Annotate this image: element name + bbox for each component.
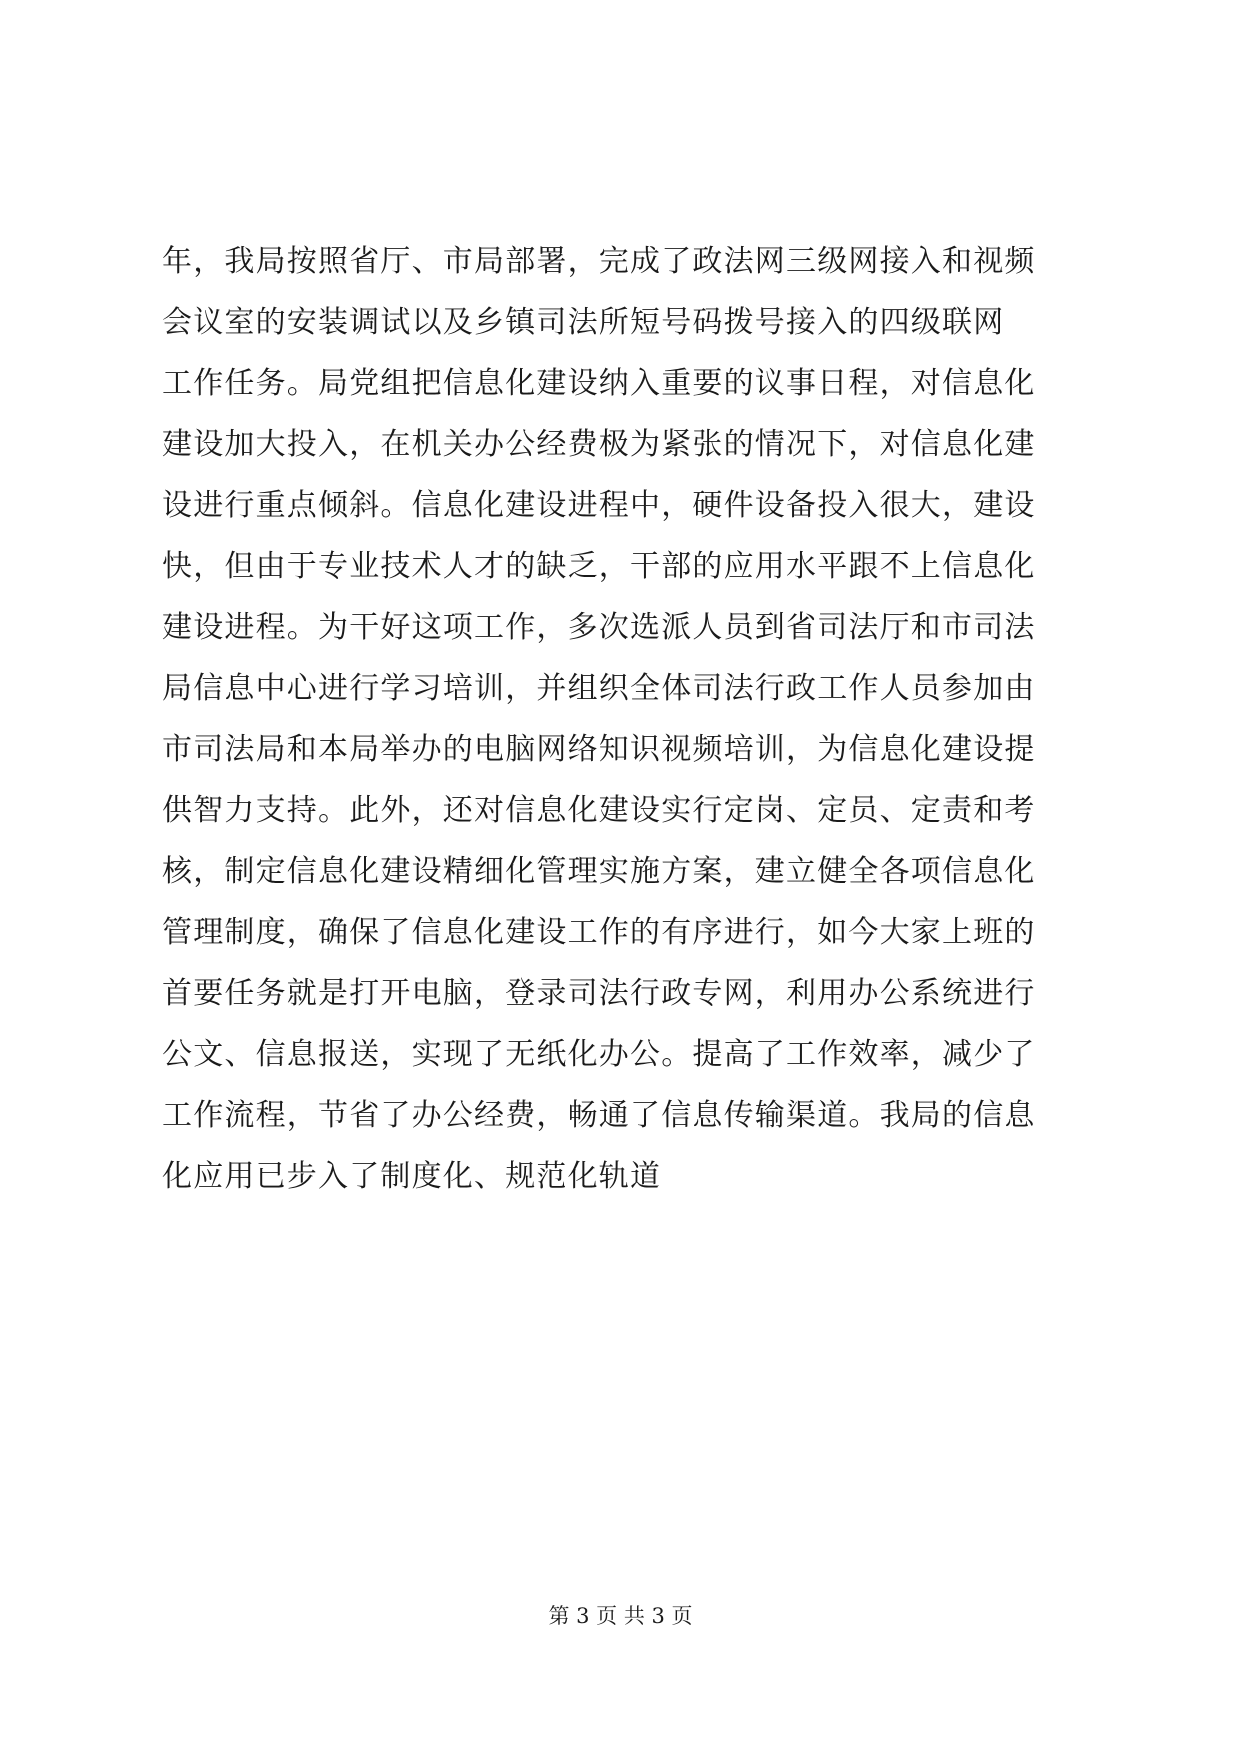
page-number: 第 3 页 共 3 页 [548, 1604, 693, 1628]
text-line: 工作流程，节省了办公经费，畅通了信息传输渠道。我局的信息 [162, 1098, 1036, 1133]
text-line: 快，但由于专业技术人才的缺乏，干部的应用水平跟不上信息化 [162, 549, 1036, 584]
text-line: 核，制定信息化建设精细化管理实施方案，建立健全各项信息化 [162, 854, 1036, 889]
text-line: 年，我局按照省厅、市局部署，完成了政法网三级网接入和视频 [162, 244, 1036, 279]
text-line: 建设加大投入，在机关办公经费极为紧张的情况下，对信息化建 [162, 427, 1036, 462]
text-line: 建设进程。为干好这项工作，多次选派人员到省司法厅和市司法 [162, 610, 1036, 645]
body-paragraph [162, 231, 1082, 1207]
text-line: 会议室的安装调试以及乡镇司法所短号码拨号接入的四级联网 [162, 305, 1005, 340]
text-line: 管理制度，确保了信息化建设工作的有序进行，如今大家上班的 [162, 915, 1036, 950]
text-line: 市司法局和本局举办的电脑网络知识视频培训，为信息化建设提 [162, 732, 1036, 767]
text-line: 设进行重点倾斜。信息化建设进程中，硬件设备投入很大，建设 [162, 488, 1036, 523]
text-line: 工作任务。局党组把信息化建设纳入重要的议事日程，对信息化 [162, 366, 1036, 401]
text-line: 公文、信息报送，实现了无纸化办公。提高了工作效率，减少了 [162, 1037, 1036, 1072]
text-line: 化应用已步入了制度化、规范化轨道 [162, 1159, 662, 1194]
text-line: 供智力支持。此外，还对信息化建设实行定岗、定员、定责和考 [162, 793, 1036, 828]
page-footer [0, 1602, 1241, 1630]
text-line: 首要任务就是打开电脑，登录司法行政专网，利用办公系统进行 [162, 976, 1036, 1011]
text-line: 局信息中心进行学习培训，并组织全体司法行政工作人员参加由 [162, 671, 1036, 706]
